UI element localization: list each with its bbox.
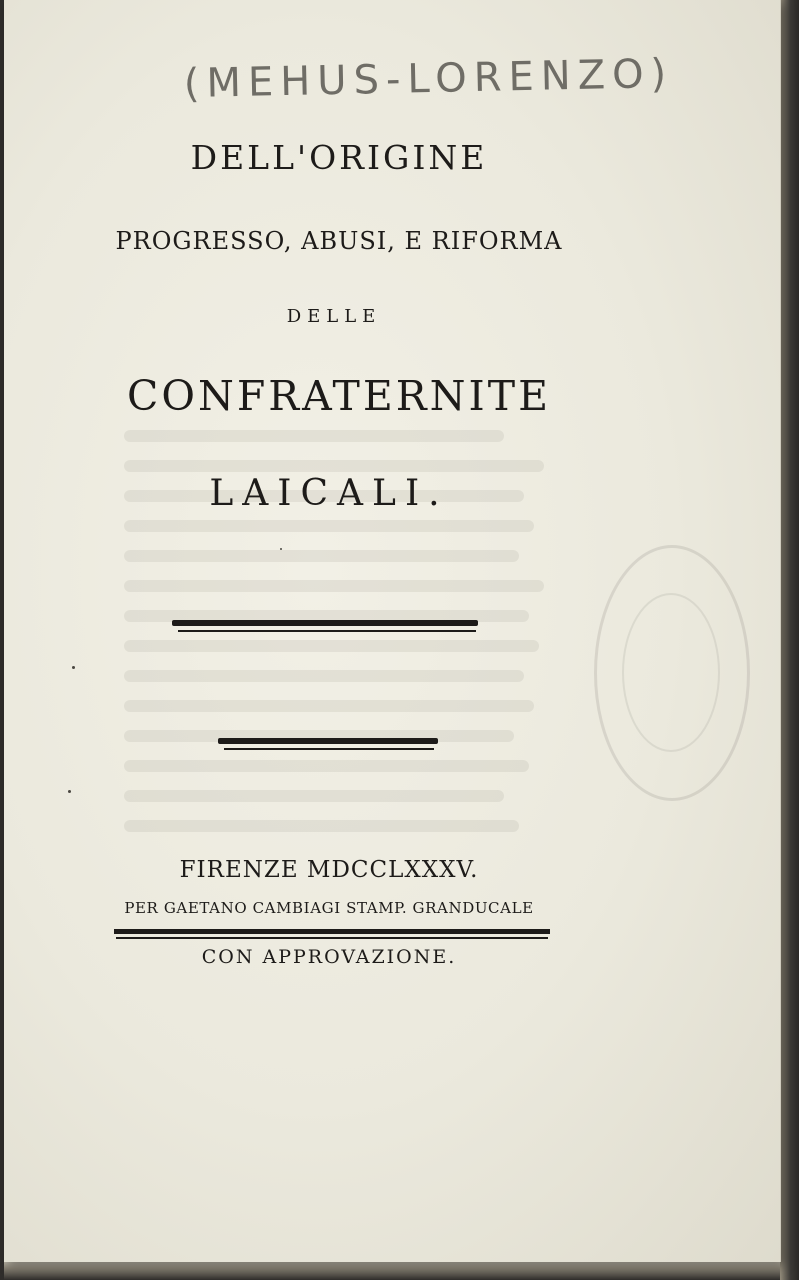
double-rule-middle-thin (224, 748, 434, 750)
title-line-2: PROGRESSO, ABUSI, E RIFORMA (115, 227, 563, 255)
bleed-through-text (124, 180, 564, 900)
pencil-annotation (155, 42, 701, 115)
ink-speck (280, 548, 282, 550)
double-rule-middle (218, 738, 438, 744)
imprint-rule-thin (116, 937, 548, 939)
title-line-5: LAICALI. (209, 473, 449, 514)
double-rule-top-thin (178, 630, 476, 632)
title-page (4, 0, 781, 1262)
page-bottom-edge (4, 1260, 780, 1280)
title-line-1: DELL'ORIGINE (190, 138, 488, 177)
ink-speck (72, 666, 75, 669)
ink-speck (68, 790, 71, 793)
imprint-printer: PER GAETANO CAMBIAGI STAMP. GRANDUCALE (124, 899, 534, 917)
title-line-3: DELLE (286, 306, 382, 327)
library-stamp (594, 545, 750, 801)
imprint-rule (114, 929, 550, 934)
imprint-approval: CON APPROVAZIONE. (201, 946, 457, 968)
title-line-4: CONFRATERNITE (126, 372, 552, 420)
double-rule-top (172, 620, 478, 626)
annotation-text: (MEHUS-LORENZO) (183, 50, 674, 108)
imprint-place-date: FIRENZE MDCCLXXXV. (179, 857, 479, 883)
